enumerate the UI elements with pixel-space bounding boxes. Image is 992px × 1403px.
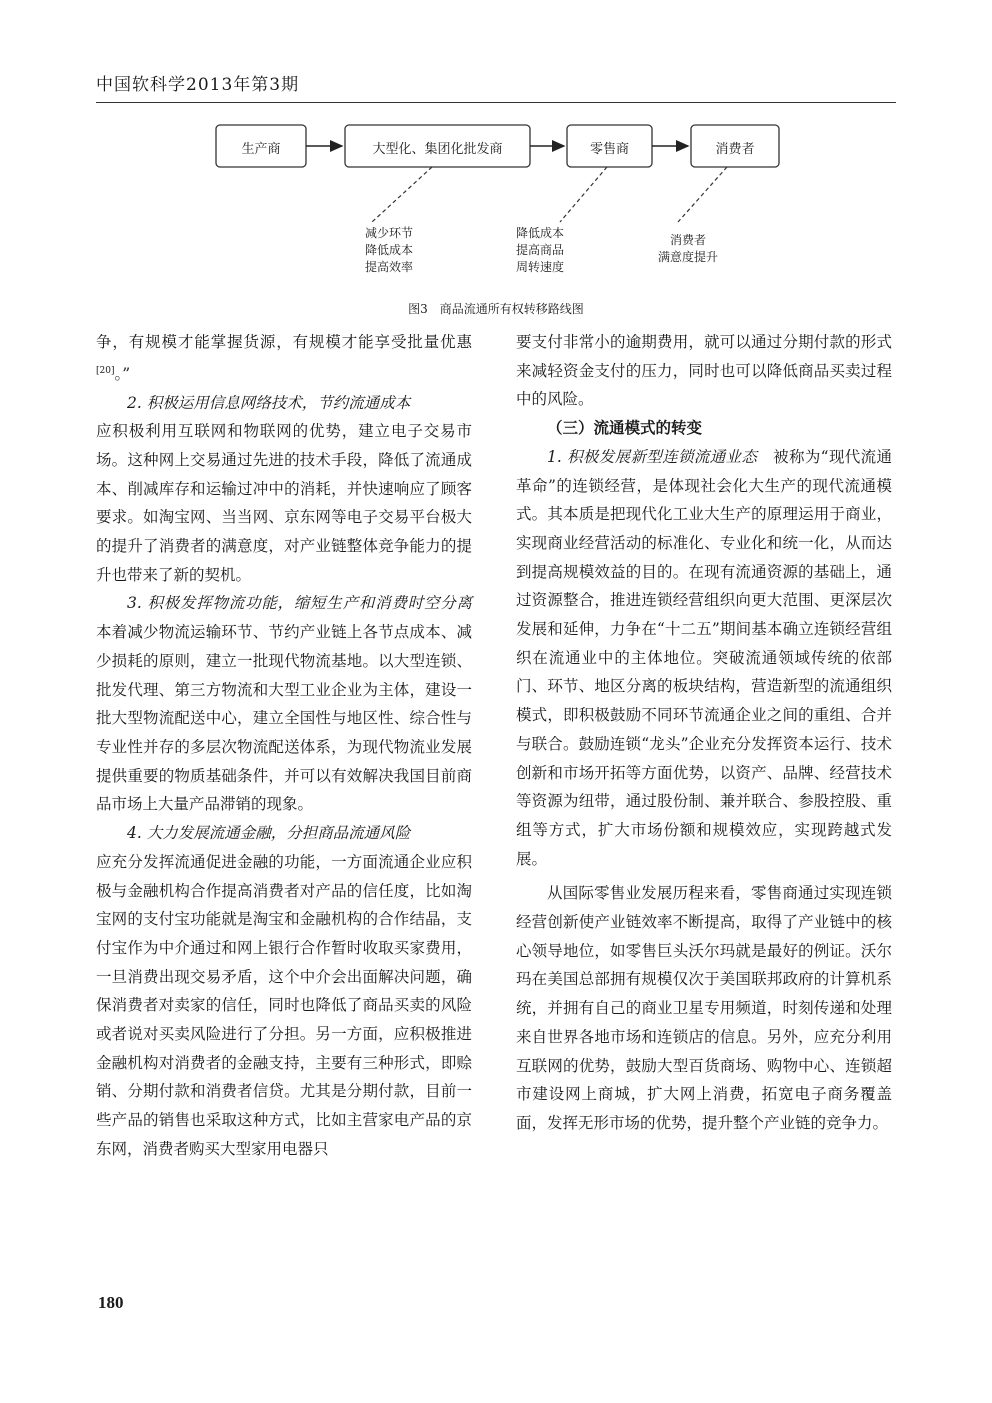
citation-ref: [20] xyxy=(96,365,115,376)
left-column xyxy=(96,328,472,1164)
journal-header: 中国软科学2013年第3期 xyxy=(96,75,300,95)
right-paragraph-3: 从国际零售业发展历程来看，零售商通过实现连锁经营创新使产业链效率不断提高，取得了产业链中的核心领导地位，如零售巨头沃尔玛就是最好的例证。沃尔玛在美国总部拥有规模仅次于美国联邦政府的计算机系统，并拥有自己的商业卫星专用频道，时刻传递和处理来自世界各地市场和连锁店的信息。另外，应充分利用互联网的优势，鼓励大型百货商场、购物中心、连锁超市建设网上商城，扩大网上消费，拓宽电子商务覆盖面，发挥无形市场的优势，提升整个产业链的竞争力。 xyxy=(516,884,892,1132)
right-column xyxy=(516,328,892,1138)
left-heading-2: 2. 积极运用信息网络技术，节约流通成本 xyxy=(127,393,411,412)
page-number: 180 xyxy=(98,1293,124,1312)
note-consumer: 消费者 满意度提升 xyxy=(658,233,719,264)
left-paragraph-1 xyxy=(96,328,472,389)
node-producer: 生产商 xyxy=(241,142,281,157)
right-paragraph-2 xyxy=(516,443,892,874)
left-p1-text: 争，有规模才能掌握货源，有规模才能享受批量优惠 xyxy=(96,333,472,351)
right-heading-1: 1. 积极发展新型连锁流通业态 xyxy=(547,447,758,466)
dashed-connector-2 xyxy=(560,167,607,222)
figure-caption: 图3 商品流通所有权转移路线图 xyxy=(408,302,584,316)
flow-diagram xyxy=(200,110,800,320)
node-wholesaler: 大型化、集团化批发商 xyxy=(372,142,503,157)
left-heading-4: 4. 大力发展流通金融，分担商品流通风险 xyxy=(127,824,411,843)
left-paragraph-4: 应充分发挥流通促进金融的功能，一方面流通企业应积极与金融机构合作提高消费者对产品的信任度，比如淘宝网的支付宝功能就是淘宝和金融机构的合作结晶，支付宝作为中介通过和网上银行合作暂时收取买家费用，一旦消费出现交易矛盾，这个中介会出面解决问题，确保消费者对卖家的信任，同时也降低了商品买卖的风险或者说对买卖风险进行了分担。另一方面，应积极推进金融机构对消费者的金融支持，主要有三种形式，即赊销、分期付款和消费者信贷。尤其是分期付款，目前一些产品的销售也采取这种方式，比如主营家电产品的京东网，消费者购买大型家用电器只 xyxy=(96,852,472,1158)
dashed-connector-3 xyxy=(678,167,727,222)
left-p3-text: 本着减少物流运输环节、节约产业链上各节点成本、减少损耗的原则，建立一批现代物流基地。以大型连锁、批发代理、第三方物流和大型工业企业为主体，建设一批大型物流配送中心，建立全国性与地区性、综合性与专业性并存的多层次物流配送体系，为现代物流业发展提供重要的物质基础条件，并可以有效解决我国目前商品市场上大量产品滞销的现象。 xyxy=(96,623,472,814)
left-paragraph-2: 应积极利用互联网和物联网的优势，建立电子交易市场。这种网上交易通过先进的技术手段，降低了流通成本、削减库存和运输过冲中的消耗，并快速响应了顾客要求。如淘宝网、当当网、京东网等电子交易平台极大的提升了消费者的满意度，对产业链整体竞争能力的提升也带来了新的契机。 xyxy=(96,422,472,584)
node-retailer: 零售商 xyxy=(589,142,629,157)
note-retailer: 降低成本 提高商品 周转速度 xyxy=(516,226,565,274)
node-consumer: 消费者 xyxy=(715,142,755,157)
dashed-connector-1 xyxy=(372,167,432,222)
right-p2-text: 被称为“现代流通革命”的连锁经营，是体现社会化大生产的现代流通模式。其本质是把现代化工业大生产的原理运用于商业，实现商业经营活动的标准化、专业化和统一化，从而达到提高规模效益的目的。在现有流通资源的基础上，通过资源整合，推进连锁经营组织向更大范围、更深层次发展和延伸，力争在“十二五”期间基本确立连锁经营组织在流通业中的主体地位。突破流通领域传统的依部门、环节、地区分离的板块结构，营造新型的流通组织模式，即积极鼓励不同环节流通企业之间的重组、合并与联合。鼓励连锁“龙头”企业充分发挥资本运行、技术创新和市场开拓等方面优势，以资产、品牌、经营技术等资源为纽带，通过股份制、兼并联合、参股控股、重组等方式，扩大市场份额和规模效应，实现跨越式发展。 xyxy=(516,447,892,868)
right-paragraph-1: 要支付非常小的逾期费用，就可以通过分期付款的形式来减轻资金支付的压力，同时也可以降低商品买卖过程中的风险。 xyxy=(516,333,892,409)
note-wholesaler: 减少环节 降低成本 提高效率 xyxy=(365,226,414,274)
header-rule xyxy=(96,102,896,103)
left-heading-3: 3. 积极发挥物流功能，缩短生产和消费时空分离 xyxy=(127,594,472,613)
left-paragraph-3 xyxy=(96,589,472,819)
left-p1-end: 。” xyxy=(114,364,131,383)
section-heading: （三）流通模式的转变 xyxy=(547,418,703,438)
